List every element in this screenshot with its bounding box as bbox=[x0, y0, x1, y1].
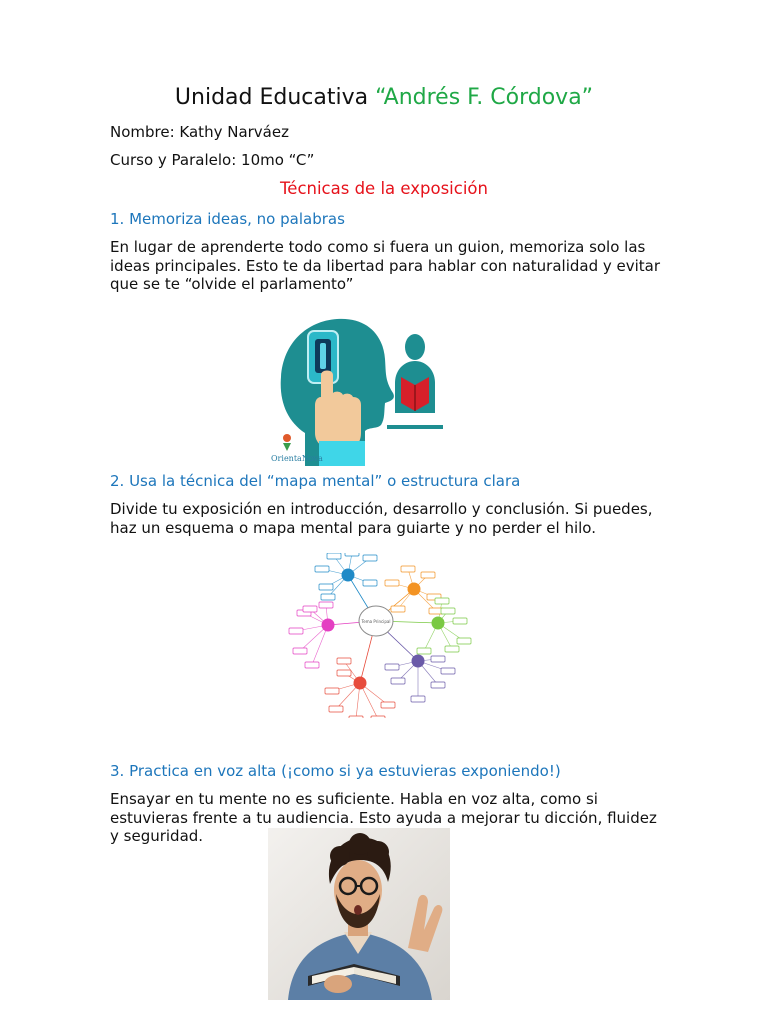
student-name: Nombre: Kathy Narváez bbox=[110, 123, 289, 141]
mind-map-leaf bbox=[385, 580, 399, 586]
document-subtitle: Técnicas de la exposición bbox=[280, 179, 488, 198]
mind-map-leaf bbox=[319, 602, 333, 608]
mind-map-center-label: Tema Principal bbox=[361, 619, 391, 624]
mind-map-leaf bbox=[327, 553, 341, 559]
mind-map-diagram bbox=[288, 553, 483, 718]
memorize-illustration bbox=[265, 293, 448, 466]
mind-map-leaf bbox=[321, 594, 335, 600]
mind-map-leaf bbox=[431, 656, 445, 662]
mind-map-branch-node-1 bbox=[408, 583, 421, 596]
mind-map-leaf bbox=[337, 658, 351, 664]
section-2-heading: 2. Usa la técnica del “mapa mental” o estructura clara bbox=[110, 472, 521, 490]
mind-map-leaf bbox=[337, 670, 351, 676]
school-title bbox=[0, 84, 768, 112]
section-1-body: En lugar de aprenderte todo como si fuera un guion, memoriza solo las ideas principales. Esto te da libertad para hablar con naturalidad y evitar que se te “olvide el parlamento” bbox=[110, 238, 661, 293]
mind-map-leaf bbox=[431, 682, 445, 688]
mind-map-leaf bbox=[363, 555, 377, 561]
mind-map-leaf bbox=[289, 628, 303, 634]
mind-map-leaf bbox=[435, 598, 449, 604]
mind-map-leaf bbox=[303, 606, 317, 612]
mind-map-leaf bbox=[391, 606, 405, 612]
mind-map-leaf bbox=[363, 580, 377, 586]
mind-map-leaf bbox=[441, 668, 455, 674]
mind-map-leaf bbox=[305, 662, 319, 668]
mind-map-leaf bbox=[457, 638, 471, 644]
mind-map-leaf bbox=[385, 664, 399, 670]
school-prefix: Unidad Educativa bbox=[174, 85, 369, 110]
mind-map-leaf bbox=[349, 716, 363, 718]
mind-map-leaf bbox=[391, 678, 405, 684]
section-3-body: Ensayar en tu mente no es suficiente. Habla en voz alta, como si estuvieras frente a tu audiencia. Esto ayuda a mejorar tu dicción, fluidez y seguridad. bbox=[110, 790, 657, 845]
section-2-body: Divide tu exposición en introducción, desarrollo y conclusión. Si puedes, haz un esquema o mapa mental para guiarte y no perder el hilo. bbox=[110, 500, 653, 537]
section-1-heading: 1. Memoriza ideas, no palabras bbox=[110, 210, 345, 228]
mind-map-branch-node-3 bbox=[412, 655, 425, 668]
mind-map-leaf bbox=[319, 584, 333, 590]
mind-map-leaf bbox=[325, 688, 339, 694]
mind-map-branch-node-4 bbox=[354, 677, 367, 690]
mind-map-leaf bbox=[329, 706, 343, 712]
mind-map-leaf bbox=[371, 716, 385, 718]
course-line: Curso y Paralelo: 10mo “C” bbox=[110, 151, 315, 169]
mind-map-branch-node-2 bbox=[432, 617, 445, 630]
logo-text: OrientaNova bbox=[271, 454, 323, 463]
mind-map-leaf bbox=[315, 566, 329, 572]
mind-map-leaf bbox=[421, 572, 435, 578]
mind-map-leaf bbox=[293, 648, 307, 654]
mind-map-branch-node-5 bbox=[322, 619, 335, 632]
section-3-heading: 3. Practica en voz alta (¡como si ya estuvieras exponiendo!) bbox=[110, 762, 561, 780]
mind-map-leaf bbox=[417, 648, 431, 654]
speaker-photo bbox=[268, 828, 450, 1000]
mind-map-leaf bbox=[401, 566, 415, 572]
mind-map-leaf bbox=[381, 702, 395, 708]
mind-map-leaf bbox=[411, 696, 425, 702]
school-name: “Andrés F. Córdova” bbox=[375, 85, 594, 110]
mind-map-leaf bbox=[445, 646, 459, 652]
mind-map-leaf bbox=[453, 618, 467, 624]
mind-map-branch-node-0 bbox=[342, 569, 355, 582]
mind-map-leaf bbox=[345, 553, 359, 556]
mind-map-leaf bbox=[441, 608, 455, 614]
